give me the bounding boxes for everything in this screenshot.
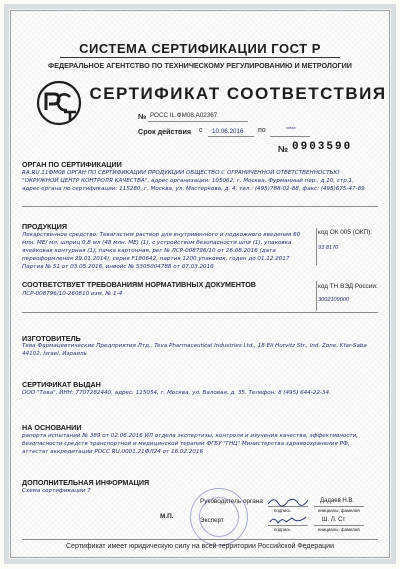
validity-from-line — [208, 136, 254, 137]
gost-r-logo-icon — [36, 80, 82, 126]
validity-to-label: по — [258, 127, 266, 134]
expert-name-line — [314, 525, 364, 526]
tnved-label: код ТН ВЭД России: — [318, 283, 378, 290]
issued-heading: СЕРТИФИКАТ ВЫДАН — [22, 380, 101, 389]
issued-text: ООО "Тева", ИНН: 7707282440, адрес: 115054, г. Москва, ул. Валовая, д. 35. Телефон: 8 (495) 644-22-34. — [22, 390, 331, 396]
conformity-text: ЛСР-008796/10-260810 изм. № 1-4 — [22, 291, 123, 297]
mp-label: М.П. — [160, 513, 174, 520]
divider-2 — [22, 312, 378, 313]
footer-text: Сертификат имеет юридическую силу на всей территории Российской Федерации — [66, 543, 334, 550]
head-sign-caption: подпись — [274, 508, 291, 513]
additional-heading: ДОПОЛНИТЕЛЬНАЯ ИНФОРМАЦИЯ — [22, 478, 150, 487]
expert-initials-caption: инициалы, фамилия — [318, 527, 360, 532]
divider-footer — [22, 539, 378, 540]
okp-label: код ОК 005 (ОКП): — [318, 229, 373, 236]
cert-body-heading: ОРГАН ПО СЕРТИФИКАЦИИ — [22, 160, 122, 169]
validity-to-line — [270, 136, 310, 137]
product-text: Лекарственное средство: Тевагастим раствор для внутривенного и подкожного введения 60 млн. МЕ/ мл, шприц 0,8 мл (48 млн. МЕ) (1), с устройством безопасности шпи (1), упаковка ячейковая контурная (1), пачка картонная, рег № ЛСР-008796/10 от 26.08.2016 (дата переоформления 29.01.2014), серия F180642, партия 1200 упаковок, годен до 01.12.2017 Партия № 51 от 03.05.2016, инвойс № 5305004788 от 07.03.2016 — [22, 232, 301, 270]
header-divider — [60, 57, 340, 58]
basis-text: рапорта испытаний № 389 от 02.06.2016 ИЛ отдела экспертизы, контроля и изучения качества, эффективности, безопасности средств транспортной и медицинской терапии ФГБУ "ГНЦ" Министерства здравоохранения РФ, аттестат аккредитации РОСС RU.0001.21ФЛ24 от 16.02.2016 — [22, 433, 359, 455]
reg-no-line — [148, 121, 248, 122]
certificate-title: СЕРТИФИКАТ СООТВЕТСТВИЯ — [89, 84, 387, 103]
expert-name: Ш. Л. Ст — [322, 517, 346, 523]
cert-body-text: RA.RU.11ФМ08 ОРГАН ПО СЕРТИФИКАЦИИ ПРОДУКЦИИ ОБЩЕСТВО С ОГРАНИЧЕННОЙ ОТВЕТСТВЕННОСТЬЮ "ОКРУЖНОЙ ЦЕНТР КОНТРОЛЯ КАЧЕСТВА", адрес организации: 105062, г. Москва, Фурманный пер., д.10, стр.1, адрес органа по сертификации: 115280, г. Москва, ул. Мастеркова, д. 4, тел.: (495)788-02-88, факс: (495)675-47-89 — [22, 170, 365, 192]
tnved-box — [316, 281, 379, 311]
head-initials-caption: инициалы, фамилия — [318, 508, 360, 513]
system-title: СИСТЕМА СЕРТИФИКАЦИИ ГОСТ Р — [79, 41, 321, 56]
serial-label: № — [278, 144, 289, 154]
head-signature-icon — [266, 494, 310, 508]
manufacturer-heading: ИЗГОТОВИТЕЛЬ — [22, 334, 81, 343]
validity-from-label: с — [199, 127, 203, 134]
additional-text: Схема сертификации 7 — [22, 488, 91, 494]
head-name: Дадаев Н.В. — [320, 498, 355, 504]
expert-signature-icon — [268, 513, 308, 527]
expert-label: Эксперт — [200, 517, 225, 524]
validity-from: 10.06.2016 — [212, 128, 244, 135]
expert-sign-caption: подпись — [274, 527, 291, 532]
okp-value: 93 8170 — [318, 245, 339, 251]
conformity-heading: СООТВЕТСТВУЕТ ТРЕБОВАНИЯМ НОРМАТИВНЫХ ДОКУМЕНТОВ — [22, 280, 256, 289]
agency-title: ФЕДЕРАЛЬНОЕ АГЕНТСТВО ПО ТЕХНИЧЕСКОМУ РЕГУЛИРОВАНИЮ И МЕТРОЛОГИИ — [48, 61, 352, 70]
head-label: Руководитель органа — [200, 498, 263, 505]
official-stamp — [190, 488, 248, 546]
product-heading: ПРОДУКЦИЯ — [22, 222, 68, 231]
manufacturer-text: Тева Фармацевтические Предприятия Лтд., Teva Pharmaceutical Industries Ltd., 18 Eli Hurvitz Str., Ind. Zone, Kfar-Saba 44102, Israel, Израиль — [22, 343, 367, 357]
validity-to: ***** — [286, 127, 296, 133]
basis-heading: НА ОСНОВАНИИ — [22, 423, 82, 432]
validity-label: Срок действия — [138, 127, 192, 136]
divider-1 — [22, 206, 378, 207]
head-name-line — [314, 506, 364, 507]
reg-no-label: № — [138, 112, 147, 121]
serial-number: 0903590 — [292, 141, 353, 153]
reg-no-value: РОСС IL.ФМ08.А02367 — [150, 112, 218, 119]
tnved-value: 3002109000 — [318, 297, 350, 303]
